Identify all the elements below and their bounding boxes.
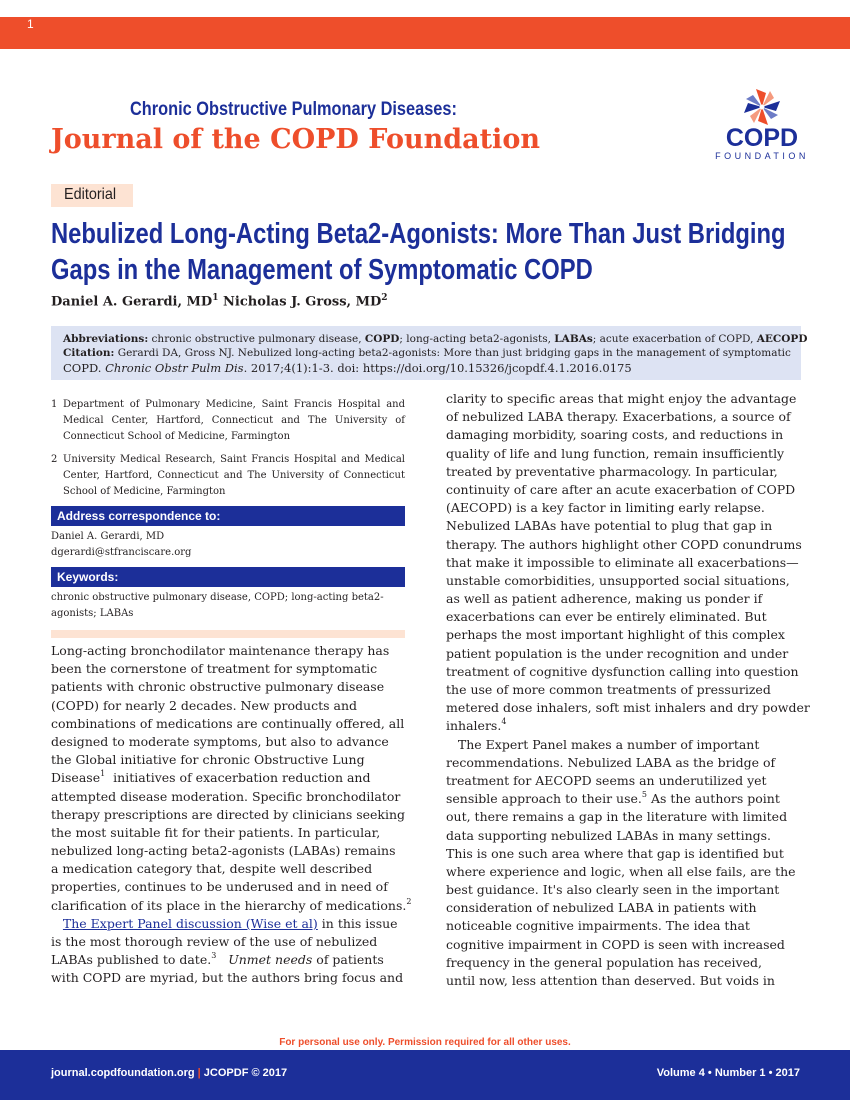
affiliation-1 [51, 397, 405, 447]
abbreviations-label: Abbreviations: [63, 333, 149, 345]
reference-marker: 2 [406, 896, 412, 906]
body-line: exacerbations can ever be entirely eliminated. But [446, 609, 767, 625]
body-line: sensible approach to their use.$^5$ As the authors point [446, 790, 780, 807]
affiliation-text: Department of Pulmonary Medicine, Saint Francis Hospital and Medical Center, Hartford, Connecticut and The University of Connecticut School of Medicine, Farmington [63, 399, 405, 442]
abbreviation-text: chronic obstructive pulmonary disease, [151, 333, 365, 345]
body-line: attempted disease moderation. Specific bronchodilator [51, 788, 401, 804]
abbreviation-term: AECOPD [756, 333, 808, 345]
right-column-body [446, 390, 810, 990]
keywords-heading-label: Keywords: [57, 570, 119, 584]
body-line: damaging morbidity, soaring costs, and reductions in [446, 427, 784, 443]
article-type-label: Editorial [64, 186, 117, 203]
body-line: consideration of nebulized LABA in patients with [446, 900, 757, 916]
citation-line [63, 347, 791, 359]
body-line: cognitive impairment in COPD is seen with increased [446, 936, 785, 952]
logo-wordmark: COPD [725, 124, 799, 152]
affiliation-number: 2 [51, 454, 58, 465]
body-line: combinations of medications are continually offered, all [51, 715, 405, 731]
body-line: quality of life and lung function, remain insufficiently [446, 445, 785, 461]
keywords-heading [51, 567, 405, 587]
body-line: perhaps the most important highlight of this complex [446, 627, 785, 643]
body-line: designed to moderate symptoms, but also to advance [51, 733, 389, 749]
usage-notice: For personal use only. Permission required for all other uses. [279, 1037, 571, 1048]
body-line: frequency in the general population has received, [446, 954, 762, 970]
citation-line [63, 361, 632, 375]
citation-text: COPD. [63, 361, 106, 375]
top-banner [0, 17, 850, 49]
abbreviation-term: COPD [364, 333, 400, 345]
body-line: best guidance. It's also clearly seen in the important [446, 882, 780, 898]
footer-copyright: JCOPDF © 2017 [203, 1067, 288, 1079]
body-line: patient population is the under recognition and under [446, 645, 789, 661]
body-line: noticeable cognitive impairments. The idea that [446, 918, 750, 934]
body-line: Disease$^1$ initiatives of exacerbation reduction and [51, 769, 371, 786]
body-line: with COPD are myriad, but the authors bring focus and [51, 970, 404, 986]
abbreviations-line [63, 333, 807, 345]
affiliation-text: University Medical Research, Saint Francis Hospital and Medical Center, Hartford, Connecticut and The University of Connecticut School of Medicine, Farmington [63, 454, 405, 497]
body-line: data supporting nebulized LABAs in many settings. [446, 827, 772, 843]
body-line: as well as patient adherence, making us ponder if [446, 591, 763, 607]
journal-website-link[interactable]: journal.copdfoundation.org [51, 1067, 195, 1079]
logo-foundation: FOUNDATION [715, 151, 809, 161]
reference-marker: 1 [100, 769, 106, 779]
article-title-line: Nebulized Long-Acting Beta2-Agonists: More Than Just Bridging [51, 218, 786, 250]
article-title [51, 216, 786, 288]
body-line: of nebulized LABA therapy. Exacerbations, a source of [446, 409, 791, 425]
body-line: treatment of cognitive dysfunction calling into question [446, 663, 799, 679]
abbreviation-text: ; acute exacerbation of COPD, [592, 333, 757, 345]
body-line: Long-acting bronchodilator maintenance therapy has [51, 643, 390, 658]
body-line: a medication category that, despite well described [51, 861, 373, 877]
citation-journal: Chronic Obstr Pulm Dis [105, 361, 244, 375]
pinwheel-icon [712, 88, 812, 128]
correspondence-heading-label: Address correspondence to: [57, 509, 221, 523]
keywords-line: agonists; LABAs [51, 608, 134, 619]
reference-marker: 4 [501, 717, 507, 727]
body-line: where experience and logic, when all else fails, are the [446, 863, 796, 879]
body-line: metered dose inhalers, soft mist inhalers and dry powder [446, 700, 810, 716]
body-line: (AECOPD) is a key factor in limiting early relapse. [446, 500, 765, 516]
reference-marker: 3 [211, 951, 217, 961]
correspondence-email[interactable]: dgerardi@stfranciscare.org [51, 547, 192, 558]
left-column-body [51, 642, 412, 988]
body-line: treatment for AECOPD seems an underutilized yet [446, 772, 767, 788]
body-line: been the cornerstone of treatment for symptomatic [51, 661, 378, 677]
article-title-line: Gaps in the Management of Symptomatic COPD [51, 254, 593, 286]
body-line: Nebulized LABAs have potential to plug that gap in [446, 518, 773, 534]
body-line: recommendations. Nebulized LABA as the bridge of [446, 754, 776, 770]
correspondence-name: Daniel A. Gerardi, MD [51, 531, 165, 542]
section-divider [51, 630, 405, 638]
body-line: clarification of its place in the hierarchy of medications.$^2$ [51, 896, 412, 913]
copd-foundation-logo[interactable] [712, 88, 812, 160]
author-affiliation-ref: 1 [212, 293, 219, 303]
body-line: therapy prescriptions are directed by clinicians seeking [51, 806, 406, 822]
abbreviation-text: ; long-acting beta2-agonists, [399, 333, 555, 345]
body-line: LABAs published to date.$^3$ Unmet needs of patients [51, 951, 384, 968]
abbreviations-citation-box [51, 326, 808, 380]
page-number: 1 [27, 17, 34, 31]
body-line: continuity of care after an acute exacerbation of COPD [446, 481, 796, 497]
body-line: The Expert Panel discussion (Wise et al) in this issue [62, 915, 398, 931]
body-line: until now, less attention than deserved. But voids in [446, 973, 775, 988]
footer-separator: | [197, 1067, 201, 1079]
author-list [51, 293, 388, 309]
body-line: The Expert Panel makes a number of important [457, 736, 760, 752]
journal-subtitle: Chronic Obstructive Pulmonary Diseases: [130, 99, 457, 120]
body-line: the use of more common treatments of pressurized [446, 682, 771, 697]
body-line: out, there remains a gap in the literature with limited [446, 809, 788, 825]
body-line: the most suitable fit for their patients. In particular, [51, 824, 381, 840]
abbreviation-term: LABAs [554, 333, 593, 345]
article-type-badge [51, 184, 133, 207]
footer-left [51, 1067, 287, 1079]
body-line: clarity to specific areas that might enjoy the advantage [446, 391, 797, 406]
body-line: therapy. The authors highlight other COPD conundrums [446, 536, 802, 552]
affiliation-number: 1 [51, 399, 58, 410]
citation-label: Citation: [63, 347, 115, 359]
keywords-line: chronic obstructive pulmonary disease, COPD; long-acting beta2- [51, 592, 384, 603]
citation-doi[interactable]: . 2017;4(1):1-3. doi: https://doi.org/10.15326/jcopdf.4.1.2016.0175 [243, 361, 632, 375]
body-line: is the most thorough review of the use of nebulized [51, 934, 378, 949]
page-footer [0, 1050, 850, 1100]
author-name: Daniel A. Gerardi, MD [51, 294, 213, 310]
body-line: properties, continues to be underused and in need of [51, 879, 388, 895]
body-line: treated by preventative pharmacology. In particular, [446, 463, 778, 479]
body-line: nebulized long-acting beta2-agonists (LABAs) remains [51, 843, 396, 859]
body-line: (COPD) for nearly 2 decades. New products and [51, 697, 357, 713]
author-affiliation-ref: 2 [381, 293, 388, 303]
body-line: the Global initiative for chronic Obstructive Lung [51, 752, 365, 768]
body-line: patients with chronic obstructive pulmonary disease [51, 679, 385, 695]
citation-text: Gerardi DA, Gross NJ. Nebulized long-acting beta2-agonists: More than just bridging gaps in the management of symptomatic [117, 347, 791, 359]
author-name: Nicholas J. Gross, MD [223, 294, 382, 310]
footer-issue: Volume 4 • Number 1 • 2017 [656, 1067, 800, 1079]
expert-panel-link[interactable]: The Expert Panel discussion (Wise et al) [62, 915, 318, 931]
body-line: unstable comorbidities, unsupported social situations, [446, 572, 790, 588]
reference-marker: 5 [641, 790, 647, 800]
affiliation-2 [51, 452, 405, 502]
body-line: This is one such area where that gap is identified but [446, 845, 784, 861]
journal-title: Journal of the COPD Foundation [51, 124, 540, 155]
body-line: inhalers.$^4$ [446, 717, 507, 734]
body-line: that make it impossible to eliminate all exacerbations— [446, 554, 799, 570]
correspondence-heading [51, 506, 405, 526]
